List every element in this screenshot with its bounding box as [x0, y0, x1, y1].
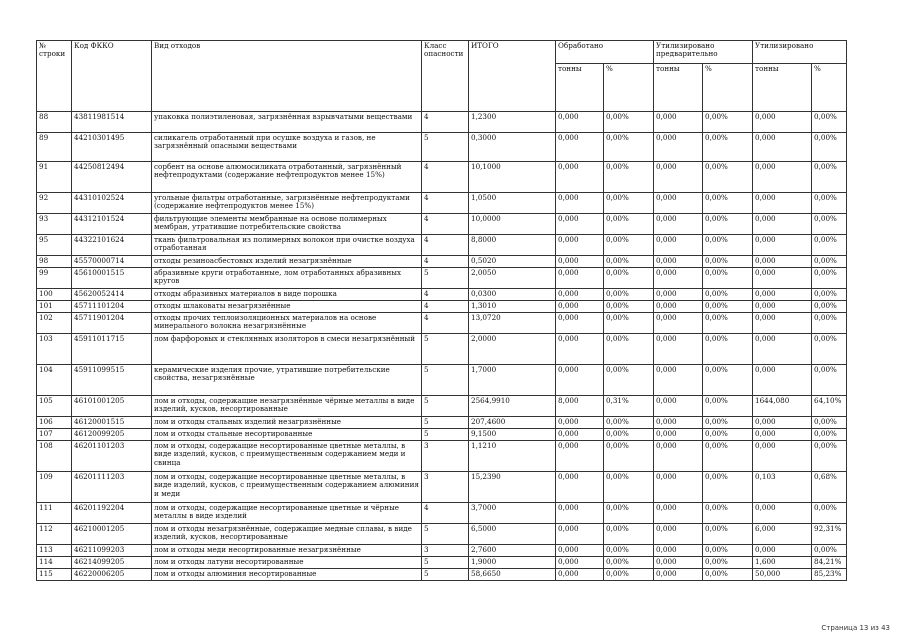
- table-row: [37, 162, 847, 193]
- cell-utilized-pre-tons: 0,000: [654, 557, 703, 569]
- cell-waste-name: отходы прочих теплоизоляционных материалов на основе минерального волокна незагрязнённые: [152, 313, 422, 334]
- cell-processed-pct: 0,00%: [604, 162, 654, 193]
- cell-hazard-class: 3: [422, 441, 469, 472]
- cell-total-tons: 8,8000: [469, 235, 556, 256]
- cell-utilized-tons: 0,000: [753, 214, 812, 235]
- cell-fkko-code: 46201111203: [72, 472, 152, 503]
- cell-fkko-code: 46220006205: [72, 569, 152, 581]
- cell-total-tons: 3,7000: [469, 503, 556, 524]
- cell-total-tons: 9,1500: [469, 429, 556, 441]
- cell-row-number: 104: [37, 365, 72, 396]
- cell-utilized-tons: 0,000: [753, 503, 812, 524]
- table-row: [37, 524, 847, 545]
- table-row: [37, 334, 847, 365]
- cell-processed-tons: 0,000: [556, 301, 604, 313]
- cell-utilized-pre-tons: 0,000: [654, 365, 703, 396]
- cell-utilized-pre-tons: 0,000: [654, 112, 703, 133]
- cell-waste-name: упаковка полиэтиленовая, загрязнённая взрывчатыми веществами: [152, 112, 422, 133]
- cell-row-number: 100: [37, 289, 72, 301]
- cell-row-number: 88: [37, 112, 72, 133]
- cell-utilized-tons: 0,000: [753, 193, 812, 214]
- cell-hazard-class: 4: [422, 235, 469, 256]
- cell-total-tons: 0,0300: [469, 289, 556, 301]
- cell-waste-name: лом и отходы латуни несортированные: [152, 557, 422, 569]
- cell-utilized-pre-pct: 0,00%: [703, 557, 753, 569]
- cell-processed-tons: 0,000: [556, 441, 604, 472]
- table-row: [37, 429, 847, 441]
- cell-hazard-class: 4: [422, 503, 469, 524]
- cell-waste-name: ткань фильтровальная из полимерных волокон при очистке воздуха отработанная: [152, 235, 422, 256]
- cell-processed-tons: 0,000: [556, 268, 604, 289]
- cell-utilized-pre-tons: 0,000: [654, 441, 703, 472]
- cell-processed-tons: 0,000: [556, 557, 604, 569]
- cell-waste-name: лом и отходы, содержащие несортированные цветные металлы, в виде изделий, кусков, с преимущественным содержанием меди и свинца: [152, 441, 422, 472]
- cell-utilized-pre-pct: 0,00%: [703, 112, 753, 133]
- cell-hazard-class: 5: [422, 429, 469, 441]
- cell-fkko-code: 46201192204: [72, 503, 152, 524]
- cell-total-tons: 2,0050: [469, 268, 556, 289]
- cell-hazard-class: 4: [422, 256, 469, 268]
- cell-processed-tons: 0,000: [556, 365, 604, 396]
- cell-total-tons: 1,2300: [469, 112, 556, 133]
- header-hazard-class: Класс опасности: [422, 41, 469, 112]
- table-row: [37, 313, 847, 334]
- cell-processed-tons: 0,000: [556, 289, 604, 301]
- header-total: ИТОГО: [469, 41, 556, 112]
- cell-total-tons: 207,4600: [469, 417, 556, 429]
- cell-utilized-tons: 1644,080: [753, 396, 812, 417]
- cell-utilized-pre-pct: 0,00%: [703, 569, 753, 581]
- subheader-processed-pct: %: [604, 64, 654, 112]
- cell-processed-tons: 0,000: [556, 503, 604, 524]
- subheader-utilized-pre-tons: тонны: [654, 64, 703, 112]
- cell-row-number: 115: [37, 569, 72, 581]
- cell-row-number: 109: [37, 472, 72, 503]
- cell-hazard-class: 4: [422, 214, 469, 235]
- cell-utilized-pct: 0,00%: [812, 365, 847, 396]
- cell-total-tons: 1,3010: [469, 301, 556, 313]
- table-row: [37, 417, 847, 429]
- cell-total-tons: 1,0500: [469, 193, 556, 214]
- cell-utilized-pre-pct: 0,00%: [703, 429, 753, 441]
- cell-total-tons: 10,1000: [469, 162, 556, 193]
- cell-utilized-pre-pct: 0,00%: [703, 524, 753, 545]
- cell-utilized-tons: 0,000: [753, 429, 812, 441]
- cell-total-tons: 1,9000: [469, 557, 556, 569]
- cell-utilized-tons: 0,000: [753, 313, 812, 334]
- header-utilized: Утилизировано: [753, 41, 847, 64]
- cell-processed-tons: 8,000: [556, 396, 604, 417]
- cell-utilized-pre-pct: 0,00%: [703, 235, 753, 256]
- cell-row-number: 91: [37, 162, 72, 193]
- cell-utilized-pre-tons: 0,000: [654, 268, 703, 289]
- cell-fkko-code: 45711901204: [72, 313, 152, 334]
- cell-processed-tons: 0,000: [556, 256, 604, 268]
- table-row: [37, 214, 847, 235]
- cell-processed-tons: 0,000: [556, 235, 604, 256]
- table-row: [37, 112, 847, 133]
- cell-hazard-class: 5: [422, 365, 469, 396]
- cell-utilized-pre-pct: 0,00%: [703, 396, 753, 417]
- cell-utilized-tons: 0,000: [753, 301, 812, 313]
- cell-processed-pct: 0,00%: [604, 268, 654, 289]
- cell-fkko-code: 44310102524: [72, 193, 152, 214]
- cell-processed-tons: 0,000: [556, 193, 604, 214]
- cell-utilized-pre-tons: 0,000: [654, 235, 703, 256]
- cell-total-tons: 2,7600: [469, 545, 556, 557]
- header-processed: Обработано: [556, 41, 654, 64]
- cell-utilized-pre-tons: 0,000: [654, 429, 703, 441]
- cell-processed-pct: 0,00%: [604, 289, 654, 301]
- cell-processed-pct: 0,00%: [604, 133, 654, 162]
- cell-fkko-code: 46210001205: [72, 524, 152, 545]
- cell-waste-name: лом и отходы, содержащие незагрязнённые чёрные металлы в виде изделий, кусков, несортированные: [152, 396, 422, 417]
- cell-processed-tons: 0,000: [556, 112, 604, 133]
- cell-total-tons: 10,0000: [469, 214, 556, 235]
- cell-row-number: 95: [37, 235, 72, 256]
- cell-fkko-code: 46101001205: [72, 396, 152, 417]
- cell-utilized-pre-tons: 0,000: [654, 472, 703, 503]
- cell-utilized-pre-tons: 0,000: [654, 313, 703, 334]
- cell-utilized-pre-tons: 0,000: [654, 545, 703, 557]
- cell-utilized-pre-pct: 0,00%: [703, 268, 753, 289]
- cell-hazard-class: 4: [422, 193, 469, 214]
- cell-waste-name: лом и отходы незагрязнённые, содержащие медные сплавы, в виде изделий, кусков, несортированные: [152, 524, 422, 545]
- cell-utilized-pre-pct: 0,00%: [703, 503, 753, 524]
- cell-hazard-class: 5: [422, 417, 469, 429]
- cell-utilized-pre-pct: 0,00%: [703, 472, 753, 503]
- cell-waste-name: лом и отходы стальных изделий незагрязнённые: [152, 417, 422, 429]
- cell-total-tons: 6,5000: [469, 524, 556, 545]
- cell-fkko-code: 46120001515: [72, 417, 152, 429]
- cell-fkko-code: 45911099515: [72, 365, 152, 396]
- cell-fkko-code: 45620052414: [72, 289, 152, 301]
- cell-total-tons: 2,0000: [469, 334, 556, 365]
- cell-utilized-pre-pct: 0,00%: [703, 162, 753, 193]
- cell-utilized-pct: 0,00%: [812, 545, 847, 557]
- cell-waste-name: лом и отходы, содержащие несортированные цветные металлы, в виде изделий, кусков, с преимущественным содержанием алюминия и меди: [152, 472, 422, 503]
- cell-utilized-pct: 0,00%: [812, 193, 847, 214]
- cell-processed-tons: 0,000: [556, 429, 604, 441]
- cell-hazard-class: 4: [422, 301, 469, 313]
- page-number: Страница 13 из 43: [821, 624, 890, 632]
- subheader-utilized-pct: %: [812, 64, 847, 112]
- cell-waste-name: отходы шлаковаты незагрязнённые: [152, 301, 422, 313]
- cell-utilized-pct: 0,00%: [812, 235, 847, 256]
- cell-utilized-tons: 0,000: [753, 268, 812, 289]
- cell-processed-pct: 0,00%: [604, 214, 654, 235]
- table-row: [37, 301, 847, 313]
- cell-waste-name: лом и отходы стальные несортированные: [152, 429, 422, 441]
- cell-utilized-pct: 85,23%: [812, 569, 847, 581]
- cell-utilized-pct: 0,00%: [812, 503, 847, 524]
- cell-utilized-pct: 0,00%: [812, 313, 847, 334]
- cell-utilized-pct: 0,00%: [812, 334, 847, 365]
- cell-row-number: 113: [37, 545, 72, 557]
- cell-total-tons: 0,5020: [469, 256, 556, 268]
- cell-hazard-class: 5: [422, 524, 469, 545]
- cell-hazard-class: 5: [422, 133, 469, 162]
- cell-row-number: 101: [37, 301, 72, 313]
- cell-row-number: 89: [37, 133, 72, 162]
- cell-processed-pct: 0,00%: [604, 441, 654, 472]
- cell-hazard-class: 3: [422, 545, 469, 557]
- cell-processed-pct: 0,00%: [604, 235, 654, 256]
- cell-hazard-class: 4: [422, 162, 469, 193]
- cell-fkko-code: 43811981514: [72, 112, 152, 133]
- cell-row-number: 107: [37, 429, 72, 441]
- cell-hazard-class: 5: [422, 557, 469, 569]
- table-row: [37, 472, 847, 503]
- subheader-processed-tons: тонны: [556, 64, 604, 112]
- cell-waste-name: силикагель отработанный при осушке воздуха и газов, не загрязнённый опасными веществами: [152, 133, 422, 162]
- cell-processed-tons: 0,000: [556, 334, 604, 365]
- cell-fkko-code: 44312101524: [72, 214, 152, 235]
- cell-utilized-tons: 0,000: [753, 365, 812, 396]
- cell-row-number: 98: [37, 256, 72, 268]
- cell-utilized-pre-pct: 0,00%: [703, 214, 753, 235]
- cell-utilized-pre-pct: 0,00%: [703, 256, 753, 268]
- cell-hazard-class: 4: [422, 313, 469, 334]
- cell-processed-pct: 0,00%: [604, 472, 654, 503]
- cell-utilized-pre-tons: 0,000: [654, 569, 703, 581]
- cell-utilized-pre-tons: 0,000: [654, 524, 703, 545]
- cell-utilized-pct: 0,68%: [812, 472, 847, 503]
- table-row: [37, 441, 847, 472]
- cell-utilized-tons: 0,000: [753, 112, 812, 133]
- cell-utilized-tons: 0,000: [753, 417, 812, 429]
- header-waste-type: Вид отходов: [152, 41, 422, 112]
- table-row: [37, 569, 847, 581]
- header-fkko-code: Код ФККО: [72, 41, 152, 112]
- cell-processed-pct: 0,00%: [604, 193, 654, 214]
- table-row: [37, 545, 847, 557]
- cell-waste-name: абразивные круги отработанные, лом отработанных абразивных кругов: [152, 268, 422, 289]
- header-utilized-preliminary: Утилизировано предварительно: [654, 41, 753, 64]
- cell-utilized-tons: 0,000: [753, 133, 812, 162]
- cell-hazard-class: 4: [422, 289, 469, 301]
- cell-fkko-code: 45570000714: [72, 256, 152, 268]
- cell-processed-tons: 0,000: [556, 524, 604, 545]
- cell-utilized-pct: 0,00%: [812, 289, 847, 301]
- cell-row-number: 111: [37, 503, 72, 524]
- cell-processed-pct: 0,00%: [604, 429, 654, 441]
- cell-utilized-tons: 0,000: [753, 256, 812, 268]
- cell-row-number: 108: [37, 441, 72, 472]
- cell-utilized-tons: 0,000: [753, 334, 812, 365]
- cell-waste-name: лом и отходы алюминия несортированные: [152, 569, 422, 581]
- cell-processed-pct: 0,31%: [604, 396, 654, 417]
- cell-utilized-pre-pct: 0,00%: [703, 193, 753, 214]
- cell-utilized-pct: 0,00%: [812, 268, 847, 289]
- cell-fkko-code: 46211099203: [72, 545, 152, 557]
- cell-hazard-class: 4: [422, 112, 469, 133]
- table-row: [37, 133, 847, 162]
- table-row: [37, 396, 847, 417]
- cell-utilized-pre-tons: 0,000: [654, 503, 703, 524]
- cell-row-number: 102: [37, 313, 72, 334]
- cell-utilized-tons: 50,000: [753, 569, 812, 581]
- cell-hazard-class: 5: [422, 396, 469, 417]
- cell-waste-name: лом и отходы меди несортированные незагрязнённые: [152, 545, 422, 557]
- cell-processed-pct: 0,00%: [604, 545, 654, 557]
- cell-hazard-class: 5: [422, 569, 469, 581]
- cell-utilized-tons: 0,000: [753, 545, 812, 557]
- cell-processed-pct: 0,00%: [604, 112, 654, 133]
- cell-utilized-pct: 84,21%: [812, 557, 847, 569]
- cell-processed-tons: 0,000: [556, 545, 604, 557]
- subheader-utilized-tons: тонны: [753, 64, 812, 112]
- cell-utilized-pct: 64,10%: [812, 396, 847, 417]
- cell-utilized-tons: 1,600: [753, 557, 812, 569]
- cell-utilized-pct: 0,00%: [812, 162, 847, 193]
- cell-waste-name: керамические изделия прочие, утратившие потребительские свойства, незагрязнённые: [152, 365, 422, 396]
- cell-total-tons: 1,7000: [469, 365, 556, 396]
- cell-utilized-pct: 0,00%: [812, 133, 847, 162]
- cell-waste-name: отходы абразивных материалов в виде порошка: [152, 289, 422, 301]
- cell-waste-name: лом и отходы, содержащие несортированные цветные и чёрные металлы в виде изделий: [152, 503, 422, 524]
- cell-fkko-code: 45911011715: [72, 334, 152, 365]
- cell-utilized-pct: 0,00%: [812, 417, 847, 429]
- cell-processed-tons: 0,000: [556, 133, 604, 162]
- cell-hazard-class: 3: [422, 472, 469, 503]
- cell-processed-pct: 0,00%: [604, 569, 654, 581]
- cell-processed-tons: 0,000: [556, 472, 604, 503]
- cell-utilized-pre-tons: 0,000: [654, 301, 703, 313]
- cell-processed-pct: 0,00%: [604, 417, 654, 429]
- cell-utilized-pct: 0,00%: [812, 429, 847, 441]
- cell-fkko-code: 44322101624: [72, 235, 152, 256]
- table-row: [37, 503, 847, 524]
- cell-utilized-pct: 0,00%: [812, 214, 847, 235]
- cell-utilized-pre-tons: 0,000: [654, 256, 703, 268]
- cell-fkko-code: 46201101203: [72, 441, 152, 472]
- table-row: [37, 235, 847, 256]
- cell-utilized-pre-pct: 0,00%: [703, 545, 753, 557]
- cell-waste-name: угольные фильтры отработанные, загрязнённые нефтепродуктами (содержание нефтепродуктов менее 15%): [152, 193, 422, 214]
- cell-total-tons: 15,2390: [469, 472, 556, 503]
- cell-utilized-pct: 0,00%: [812, 256, 847, 268]
- cell-processed-pct: 0,00%: [604, 256, 654, 268]
- cell-processed-tons: 0,000: [556, 162, 604, 193]
- cell-utilized-pre-tons: 0,000: [654, 214, 703, 235]
- cell-utilized-pre-pct: 0,00%: [703, 365, 753, 396]
- cell-utilized-tons: 0,103: [753, 472, 812, 503]
- cell-utilized-pre-pct: 0,00%: [703, 417, 753, 429]
- cell-row-number: 99: [37, 268, 72, 289]
- cell-total-tons: 13,0720: [469, 313, 556, 334]
- cell-total-tons: 1,1210: [469, 441, 556, 472]
- cell-waste-name: фильтрующие элементы мембранные на основе полимерных мембран, утратившие потребительские свойства: [152, 214, 422, 235]
- cell-processed-tons: 0,000: [556, 417, 604, 429]
- cell-utilized-pct: 0,00%: [812, 441, 847, 472]
- cell-utilized-tons: 0,000: [753, 441, 812, 472]
- cell-utilized-pre-tons: 0,000: [654, 162, 703, 193]
- table-row: [37, 256, 847, 268]
- table-row: [37, 289, 847, 301]
- cell-processed-pct: 0,00%: [604, 524, 654, 545]
- cell-total-tons: 0,3000: [469, 133, 556, 162]
- cell-processed-pct: 0,00%: [604, 365, 654, 396]
- cell-utilized-pct: 0,00%: [812, 301, 847, 313]
- cell-row-number: 103: [37, 334, 72, 365]
- cell-total-tons: 2564,9910: [469, 396, 556, 417]
- cell-utilized-pre-pct: 0,00%: [703, 289, 753, 301]
- cell-processed-pct: 0,00%: [604, 301, 654, 313]
- cell-utilized-tons: 6,000: [753, 524, 812, 545]
- cell-fkko-code: 46120099205: [72, 429, 152, 441]
- cell-utilized-tons: 0,000: [753, 162, 812, 193]
- cell-row-number: 105: [37, 396, 72, 417]
- cell-processed-tons: 0,000: [556, 214, 604, 235]
- cell-utilized-pct: 0,00%: [812, 112, 847, 133]
- cell-row-number: 114: [37, 557, 72, 569]
- cell-processed-pct: 0,00%: [604, 557, 654, 569]
- table-row: [37, 557, 847, 569]
- cell-processed-pct: 0,00%: [604, 503, 654, 524]
- cell-processed-tons: 0,000: [556, 569, 604, 581]
- cell-utilized-pre-tons: 0,000: [654, 133, 703, 162]
- cell-fkko-code: 44250812494: [72, 162, 152, 193]
- cell-total-tons: 58,6650: [469, 569, 556, 581]
- header-row-number: № строки: [37, 41, 72, 112]
- cell-waste-name: сорбент на основе алюмосиликата отработанный, загрязнённый нефтепродуктами (содержание нефтепродуктов менее 15%): [152, 162, 422, 193]
- cell-utilized-pre-tons: 0,000: [654, 334, 703, 365]
- cell-row-number: 106: [37, 417, 72, 429]
- cell-processed-tons: 0,000: [556, 313, 604, 334]
- cell-processed-pct: 0,00%: [604, 334, 654, 365]
- cell-utilized-pre-pct: 0,00%: [703, 313, 753, 334]
- cell-row-number: 93: [37, 214, 72, 235]
- cell-utilized-pre-tons: 0,000: [654, 289, 703, 301]
- cell-fkko-code: 46214099205: [72, 557, 152, 569]
- cell-fkko-code: 45610001515: [72, 268, 152, 289]
- table-row: [37, 193, 847, 214]
- table-row: [37, 365, 847, 396]
- cell-utilized-pre-pct: 0,00%: [703, 301, 753, 313]
- cell-row-number: 92: [37, 193, 72, 214]
- table-row: [37, 268, 847, 289]
- waste-table: [36, 40, 847, 581]
- cell-row-number: 112: [37, 524, 72, 545]
- cell-processed-pct: 0,00%: [604, 313, 654, 334]
- cell-utilized-pre-tons: 0,000: [654, 193, 703, 214]
- cell-fkko-code: 44210301495: [72, 133, 152, 162]
- cell-waste-name: отходы резиноасбестовых изделий незагрязнённые: [152, 256, 422, 268]
- cell-hazard-class: 5: [422, 334, 469, 365]
- cell-utilized-pre-tons: 0,000: [654, 396, 703, 417]
- subheader-utilized-pre-pct: %: [703, 64, 753, 112]
- cell-fkko-code: 45711101204: [72, 301, 152, 313]
- cell-utilized-pre-tons: 0,000: [654, 417, 703, 429]
- cell-hazard-class: 5: [422, 268, 469, 289]
- cell-utilized-pre-pct: 0,00%: [703, 334, 753, 365]
- cell-utilized-pre-pct: 0,00%: [703, 441, 753, 472]
- cell-waste-name: лом фарфоровых и стеклянных изоляторов в смеси незагрязнённый: [152, 334, 422, 365]
- cell-utilized-pct: 92,31%: [812, 524, 847, 545]
- cell-utilized-pre-pct: 0,00%: [703, 133, 753, 162]
- cell-utilized-tons: 0,000: [753, 289, 812, 301]
- cell-utilized-tons: 0,000: [753, 235, 812, 256]
